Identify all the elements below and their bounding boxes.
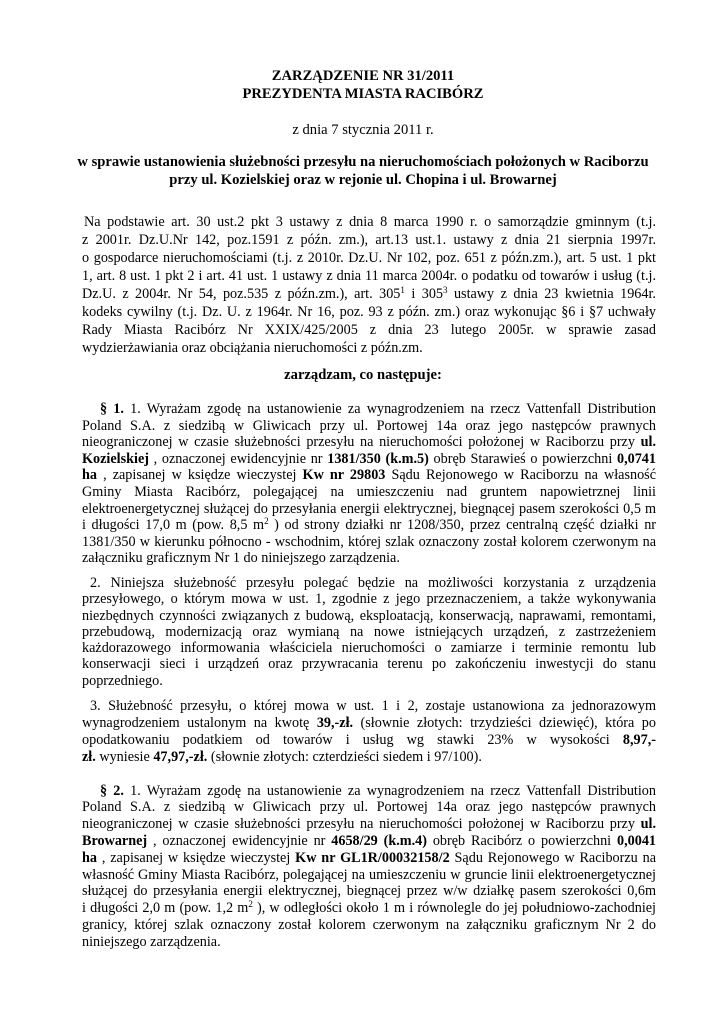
bold-text: 0,0041 <box>616 832 656 849</box>
text-line <box>82 517 656 534</box>
text-line <box>82 608 656 624</box>
section-1-point-1 <box>82 401 656 567</box>
text-line <box>82 867 656 884</box>
text-run: nieograniczonej w czasie służebności przesyłu na nieruchomości położonej w Raciborzu przy <box>82 816 641 833</box>
text-run: niniejszego zarządzenia. <box>82 933 221 950</box>
section-2-point-1 <box>82 783 656 951</box>
text-run: , zapisanej w księdze wieczystej <box>96 849 296 866</box>
text-line <box>82 799 656 816</box>
title-line-decree-number: ZARZĄDZENIE NR 31/2011 <box>271 68 455 84</box>
text-run: (słownie złotych: trzydzieści dziewięć), która po <box>353 714 656 731</box>
text-run: ustawy z dnia 23 kwietnia 1964r. <box>447 286 656 302</box>
text-run: wynagrodzeniem ustalonym na kwotę <box>82 714 317 731</box>
text-line <box>82 267 656 285</box>
text-run: przesyłowego, o którym mowa w ust. 1, zgodnie z jego przeznaczeniem, a także wykonywania <box>82 591 656 608</box>
text-line <box>82 656 656 672</box>
text-run: 1381/350 w kierunku północno - wschodnim, której szlak oznaczony został kolorem czerwonym na <box>82 533 656 550</box>
text-line <box>82 917 656 934</box>
bold-text: 4658/29 (k.m.4) <box>331 832 427 849</box>
text-run: własność Gminy Miasta Racibórz, polegającej na umieszczeniu w gruncie linii elektroenergetycznej <box>82 866 656 883</box>
text-line <box>82 783 656 800</box>
text-line <box>82 850 656 867</box>
bold-text: § 2. <box>100 782 124 799</box>
bold-text: 39,-zł. <box>316 714 354 731</box>
superscript: 3 <box>443 285 448 295</box>
text-line <box>82 501 656 518</box>
text-run: 1. Wyrażam zgodę na ustanowienie za wynagrodzeniem na rzecz Vattenfall Distribution <box>123 401 656 417</box>
text-run: obręb Starawieś o powierzchni <box>428 450 617 467</box>
text-run: i długości 17,0 m (pow. 8,5 m <box>82 517 265 534</box>
text-run: kodeks cywilny (t.j. Dz. U. z 1964r. Nr 16, poz. 93 z późn. zm.) oraz wykonując §6 i §7 uchwały <box>82 304 656 320</box>
text-line <box>82 321 656 339</box>
text-run: , oznaczonej ewidencyjnie nr <box>147 832 332 849</box>
bold-text: ha <box>82 467 97 484</box>
bold-text: 1381/350 (k.m.5) <box>327 450 429 467</box>
text-line <box>82 624 656 640</box>
section-1-point-3 <box>82 698 656 766</box>
superscript: 2 <box>248 899 253 910</box>
preamble-paragraph <box>82 213 656 357</box>
text-run: niezbędnych czynności związanych z budową, eksploatacją, konserwacją, naprawami, remontami, <box>82 607 656 624</box>
text-run: nieograniczonej w czasie służebności przesyłu na nieruchomości położonej w Raciborzu przy <box>82 434 641 451</box>
text-line <box>82 816 656 833</box>
bold-text: 0,0741 <box>616 450 656 467</box>
text-run: , zapisanej w księdze wieczystej <box>96 467 303 484</box>
bold-text: zł. <box>82 748 96 765</box>
text-run: o gospodarce nieruchomościami (t.j. z 2010r. Dz.U. Nr 102, poz. 651 z późn.zm.), art. 5 ust. 1 pkt <box>82 250 656 266</box>
text-line <box>82 715 656 732</box>
text-line <box>82 732 656 749</box>
superscript: 2 <box>264 516 269 527</box>
text-run: poprzedniego. <box>82 672 163 689</box>
bold-text: ul. <box>640 816 656 833</box>
text-line <box>82 749 656 766</box>
text-run: i 305 <box>404 286 444 302</box>
text-run: i długości 2,0 m (pow. 1,2 m <box>82 900 249 917</box>
text-run: elektroenergetycznej służącej do przesyłania energii elektrycznej, biegnącej pasem szerokości 0,5 m <box>82 500 656 517</box>
text-line <box>82 550 656 567</box>
text-line <box>82 418 656 435</box>
text-run: służącej do przesyłania energii elektrycznej, biegnącej przez w/w działkę pasem szerokości 0,6m <box>82 883 656 900</box>
text-line <box>82 591 656 607</box>
text-line <box>82 231 656 249</box>
decree-formula: zarządzam, co następuje: <box>284 367 442 383</box>
bold-text: § 1. <box>100 401 124 417</box>
text-run: opodatkowaniu podatkiem od towarów i usług wg stawki 23% w wysokości <box>82 731 623 748</box>
text-run: ) od strony działki nr 1208/350, przez centralną część działki nr <box>268 517 657 534</box>
text-run: ), w odległości około 1 m i równolegle do jej południowo-zachodniej <box>252 900 656 917</box>
text-line <box>82 303 656 321</box>
subject-line-1: w sprawie ustanowienia służebności przesyłu na nieruchomościach położonych w Raciborzu <box>77 154 649 170</box>
text-run: z 2001r. Dz.U.Nr 142, poz.1591 z późn. zm.), art.13 ust.1. ustawy z dnia 21 sierpnia 1997r. <box>82 232 656 248</box>
text-run: Dz.U. z 2004r. Nr 54, poz.535 z późn.zm.), art. 305 <box>82 286 401 302</box>
text-run: konserwacji sieci i urządzeń oraz przywracania terenu po zakończeniu inwestycji do stanu <box>82 656 656 673</box>
text-run: (słownie złotych: czterdzieści siedem i 97/100). <box>207 748 482 765</box>
text-run: , oznaczonej ewidencyjnie nr <box>148 450 328 467</box>
text-line <box>82 698 656 715</box>
text-run: Na podstawie art. 30 ust.2 pkt 3 ustawy z dnia 8 marca 1990 r. o samorządzie gminnym (t.j. <box>84 214 656 230</box>
text-run: granicy, której szlak oznaczony został kolorem czerwonym na załączniku graficznym Nr 2 do <box>82 916 656 933</box>
text-line <box>82 339 656 357</box>
text-run: Gminy Miasta Racibórz, polegającej na umieszczeniu nad gruntem napowietrznej linii <box>82 483 656 500</box>
document-date: z dnia 7 stycznia 2011 r. <box>292 122 434 138</box>
text-run: 3. Służebność przesyłu, o której mowa w ust. 1 i 2, zostaje ustanowiona za jednorazowym <box>90 697 656 714</box>
text-line <box>82 451 656 468</box>
text-line <box>82 434 656 451</box>
text-run: każdorazowego informowania właściciela nieruchomości o zamiarze i terminie remontu lub <box>82 640 656 657</box>
text-run: przebudową, modernizacją oraz wymianą na nowe istniejących urządzeń, z zastrzeżeniem <box>82 623 656 640</box>
title-line-issuer: PREZYDENTA MIASTA RACIBÓRZ <box>242 86 484 102</box>
text-run: Rady Miasta Racibórz Nr XXIX/425/2005 z dnia 23 lutego 2005r. w sprawie zasad <box>82 322 656 338</box>
bold-text: Browarnej <box>82 832 148 849</box>
bold-text: Kozielskiej <box>82 450 149 467</box>
text-run: Sądu Rejonowego w Raciborzu na własność <box>385 467 656 484</box>
section-1-point-2 <box>82 575 656 689</box>
text-run: wydzierżawiania oraz obciążania nieruchomości z późn.zm. <box>82 340 423 356</box>
text-line <box>82 213 656 231</box>
document-title <box>76 67 650 103</box>
superscript: 1 <box>400 285 405 295</box>
text-run: Poland S.A. z siedzibą w Gliwicach przy ul. Portowej 14a oraz jego następców prawnych <box>82 799 656 816</box>
text-line <box>82 534 656 551</box>
text-line <box>82 285 656 303</box>
document-subject <box>76 153 650 189</box>
text-run: 1. Wyrażam zgodę na ustanowienie za wynagrodzeniem na rzecz Vattenfall Distribution <box>123 782 656 799</box>
text-line <box>82 833 656 850</box>
text-line <box>82 883 656 900</box>
text-line <box>82 640 656 656</box>
text-run: załączniku graficznym Nr 1 do niniejszego zarządzenia. <box>82 550 400 567</box>
subject-line-2: przy ul. Kozielskiej oraz w rejonie ul. Chopina i ul. Browarnej <box>169 172 557 188</box>
text-run: 1, art. 8 ust. 1 pkt 2 i art. 41 ust. 1 ustawy z dnia 11 marca 2004r. o podatku od towarów i usług (t.j. <box>82 268 656 284</box>
text-line <box>82 467 656 484</box>
bold-text: ha <box>82 849 97 866</box>
text-line <box>82 401 656 418</box>
text-line <box>82 934 656 951</box>
text-run: Sądu Rejonowego w Raciborzu na <box>449 849 657 866</box>
bold-text: ul. <box>640 434 656 451</box>
text-run: wyniesie <box>95 748 154 765</box>
text-line <box>82 673 656 689</box>
text-line <box>82 900 656 917</box>
text-line <box>82 575 656 591</box>
text-line <box>82 484 656 501</box>
bold-text: Kw nr GL1R/00032158/2 <box>295 849 450 866</box>
text-line <box>82 249 656 267</box>
text-run: 2. Niniejsza służebność przesyłu polegać będzie na możliwości korzystania z urządzenia <box>90 575 656 591</box>
text-run: Poland S.A. z siedzibą w Gliwicach przy ul. Portowej 14a oraz jego następców prawnych <box>82 417 656 434</box>
text-run: obręb Racibórz o powierzchni <box>426 832 617 849</box>
bold-text: 8,97,- <box>622 731 656 748</box>
bold-text: 47,97,-zł. <box>153 748 208 765</box>
bold-text: Kw nr 29803 <box>302 467 386 484</box>
